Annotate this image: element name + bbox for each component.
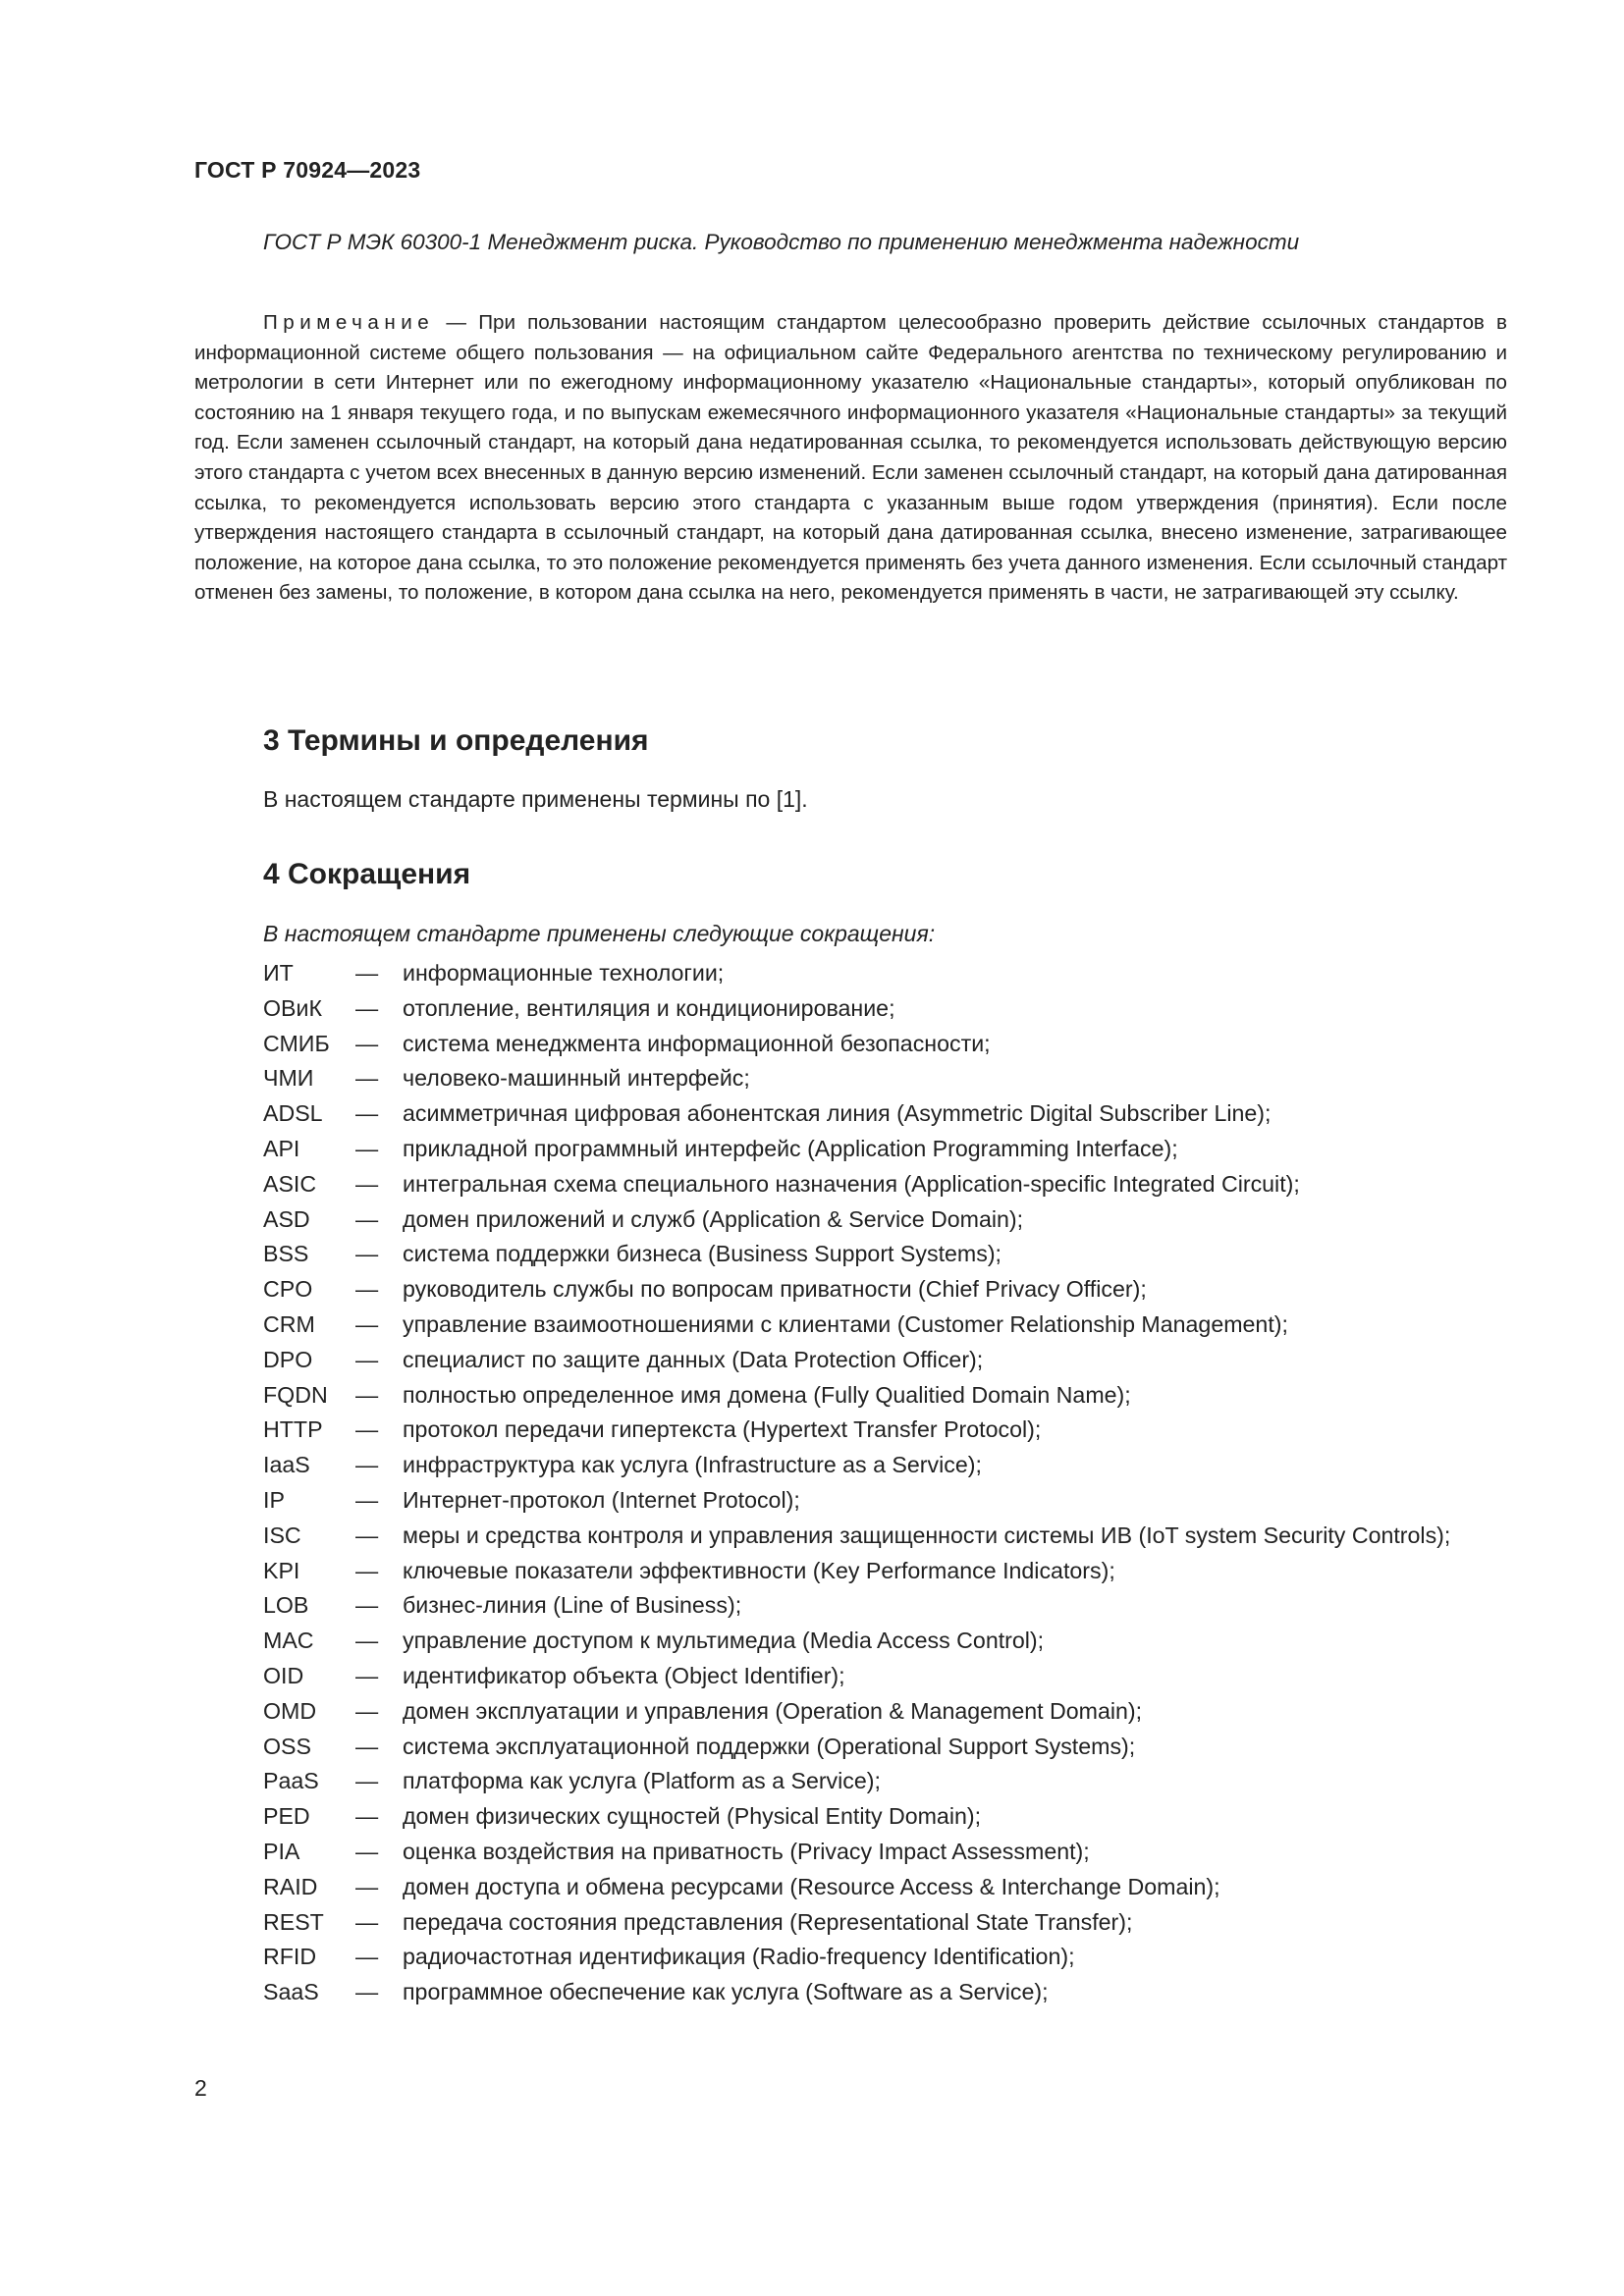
abbreviation-row <box>263 1061 1520 1096</box>
abbreviation-row <box>263 1202 1520 1238</box>
abbreviation-definition: программное обеспечение как услуга (Software as a Service); <box>403 1979 1049 2005</box>
abbreviation-term: ISC <box>263 1522 301 1548</box>
abbreviation-definition: интегральная схема специального назначения (Application-specific Integrated Circuit); <box>403 1170 1300 1197</box>
abbreviation-dash: — <box>355 994 379 1021</box>
note-text: При пользовании настоящим стандартом целесообразно проверить действие ссылочных стандартов в информационной системе общего пользования — на официальном сайте Федерального агентства по техническому регулированию и метрологии в сети Интернет или по ежегодному информационному указателю «Национальные стандарты», который опубликован по состоянию на 1 января текущего года, и по выпускам ежемесячного информационного указателя «Национальные стандарты» за текущий год. Если заменен ссылочный стандарт, на который дана недатированная ссылка, то рекомендуется использовать действующую версию этого стандарта с учетом всех внесенных в данную версию изменений. Если заменен ссылочный стандарт, на который дана датированная ссылка, то рекомендуется использовать версию этого стандарта с указанным выше годом утверждения (принятия). Если после утверждения настоящего стандарта в ссылочный стандарт, на который дана датированная ссылка, внесено изменение, затрагивающее положение, на которое дана ссылка, то это положение рекомендуется применять без учета данного изменения. Если ссылочный стандарт отменен без замены, то положение, в котором дана ссылка на него, рекомендуется применять в части, не затрагивающей эту ссылку. <box>194 311 1507 605</box>
abbreviation-term: PaaS <box>263 1768 319 1794</box>
abbreviation-term: PIA <box>263 1838 300 1864</box>
abbreviation-row <box>263 1624 1520 1659</box>
abbreviation-definition: домен физических сущностей (Physical Entity Domain); <box>403 1803 982 1830</box>
abbreviation-dash: — <box>355 1346 379 1372</box>
abbreviation-term: OMD <box>263 1697 317 1724</box>
abbreviation-dash: — <box>355 1908 379 1935</box>
abbreviation-row <box>263 1764 1520 1799</box>
abbreviation-row <box>263 1378 1520 1414</box>
abbreviation-term: API <box>263 1135 300 1161</box>
abbreviation-row <box>263 1799 1520 1835</box>
abbreviation-definition: Интернет-протокол (Internet Protocol); <box>403 1486 800 1513</box>
abbreviation-row <box>263 1940 1520 1975</box>
abbreviation-term: ОВиК <box>263 994 322 1021</box>
abbreviation-definition: специалист по защите данных (Data Protection Officer); <box>403 1346 984 1372</box>
abbreviation-row <box>263 1554 1520 1589</box>
abbreviation-term: REST <box>263 1908 324 1935</box>
abbreviation-dash: — <box>355 1381 379 1408</box>
abbreviation-definition: руководитель службы по вопросам приватности (Chief Privacy Officer); <box>403 1276 1147 1303</box>
abbreviation-definition: инфраструктура как услуга (Infrastructure as a Service); <box>403 1452 982 1478</box>
abbreviation-row <box>263 1659 1520 1694</box>
abbreviation-row <box>263 1132 1520 1167</box>
abbreviation-dash: — <box>355 1803 379 1830</box>
abbreviation-dash: — <box>355 1873 379 1899</box>
abbreviation-term: ЧМИ <box>263 1065 314 1092</box>
abbreviation-dash: — <box>355 1276 379 1303</box>
abbreviation-definition: система поддержки бизнеса (Business Support Systems); <box>403 1241 1001 1267</box>
abbreviation-term: ИТ <box>263 960 294 986</box>
abbreviation-row <box>263 1694 1520 1730</box>
abbreviation-dash: — <box>355 1628 379 1654</box>
abbreviation-definition: бизнес-линия (Line of Business); <box>403 1592 742 1619</box>
abbreviation-dash: — <box>355 1592 379 1619</box>
abbreviation-dash: — <box>355 1557 379 1583</box>
abbreviation-row <box>263 1167 1520 1202</box>
abbreviation-term: OSS <box>263 1733 311 1759</box>
abbreviation-term: СМИБ <box>263 1030 330 1056</box>
abbreviation-definition: домен приложений и служб (Application & Service Domain); <box>403 1205 1024 1232</box>
abbreviation-definition: домен доступа и обмена ресурсами (Resource Access & Interchange Domain); <box>403 1873 1220 1899</box>
abbreviation-definition: платформа как услуга (Platform as a Service); <box>403 1768 881 1794</box>
abbreviation-term: PED <box>263 1803 310 1830</box>
abbreviation-term: BSS <box>263 1241 309 1267</box>
abbreviation-row <box>263 1448 1520 1483</box>
abbreviation-row <box>263 1730 1520 1765</box>
abbreviation-dash: — <box>355 1030 379 1056</box>
abbreviation-definition: прикладной программный интерфейс (Application Programming Interface); <box>403 1135 1178 1161</box>
abbreviation-term: SaaS <box>263 1979 319 2005</box>
normative-reference: ГОСТ Р МЭК 60300-1 Менеджмент риска. Руководство по применению менеджмента надежности <box>263 230 1300 254</box>
abbreviation-dash: — <box>355 1979 379 2005</box>
abbreviation-definition: меры и средства контроля и управления защищенности системы ИВ (IoT system Security Controls); <box>403 1522 1451 1548</box>
abbreviation-definition: система менеджмента информационной безопасности; <box>403 1030 991 1056</box>
abbreviation-row <box>263 1835 1520 1870</box>
abbreviation-dash: — <box>355 1170 379 1197</box>
abbreviation-term: HTTP <box>263 1416 323 1443</box>
abbreviation-definition: асимметричная цифровая абонентская линия (Asymmetric Digital Subscriber Line); <box>403 1100 1272 1127</box>
abbreviation-row <box>263 1272 1520 1308</box>
abbreviation-row <box>263 1975 1520 2010</box>
abbreviation-row <box>263 1237 1520 1272</box>
abbreviation-term: KPI <box>263 1557 300 1583</box>
abbreviation-dash: — <box>355 1768 379 1794</box>
abbreviation-dash: — <box>355 1733 379 1759</box>
abbreviation-definition: идентификатор объекта (Object Identifier); <box>403 1662 845 1688</box>
section-3-heading: 3 Термины и определения <box>263 724 649 757</box>
note-label: Примечание <box>263 311 435 334</box>
abbreviation-row <box>263 1870 1520 1905</box>
abbreviation-row <box>263 991 1520 1027</box>
abbreviation-term: ADSL <box>263 1100 323 1127</box>
abbreviation-term: IP <box>263 1486 285 1513</box>
note-paragraph <box>194 308 1507 609</box>
abbreviation-term: IaaS <box>263 1452 310 1478</box>
page-number: 2 <box>194 2075 207 2101</box>
section-3-text: В настоящем стандарте применены термины по [1]. <box>263 786 808 812</box>
abbreviation-definition: управление взаимоотношениями с клиентами (Customer Relationship Management); <box>403 1310 1288 1337</box>
abbreviation-dash: — <box>355 1486 379 1513</box>
abbreviation-definition: протокол передачи гипертекста (Hypertext Transfer Protocol); <box>403 1416 1042 1443</box>
abbreviation-row <box>263 1096 1520 1132</box>
abbreviation-row <box>263 1519 1520 1554</box>
abbreviation-definition: передача состояния представления (Representational State Transfer); <box>403 1908 1133 1935</box>
abbreviation-term: CPO <box>263 1276 313 1303</box>
abbreviation-term: CRM <box>263 1310 315 1337</box>
abbreviation-dash: — <box>355 1205 379 1232</box>
abbreviation-dash: — <box>355 960 379 986</box>
abbreviation-dash: — <box>355 1944 379 1970</box>
abbreviation-dash: — <box>355 1135 379 1161</box>
abbreviation-dash: — <box>355 1416 379 1443</box>
abbreviation-term: OID <box>263 1662 304 1688</box>
abbreviation-dash: — <box>355 1241 379 1267</box>
abbreviation-term: MAC <box>263 1628 314 1654</box>
abbreviation-definition: человеко-машинный интерфейс; <box>403 1065 750 1092</box>
abbreviation-term: FQDN <box>263 1381 328 1408</box>
abbreviation-row <box>263 1588 1520 1624</box>
abbreviation-row <box>263 1905 1520 1941</box>
abbreviation-dash: — <box>355 1838 379 1864</box>
abbreviation-definition: отопление, вентиляция и кондиционирование; <box>403 994 895 1021</box>
abbreviation-term: DPO <box>263 1346 313 1372</box>
abbreviation-dash: — <box>355 1065 379 1092</box>
abbreviation-dash: — <box>355 1522 379 1548</box>
abbreviation-row <box>263 1413 1520 1448</box>
abbreviation-definition: ключевые показатели эффективности (Key Performance Indicators); <box>403 1557 1115 1583</box>
abbreviation-definition: оценка воздействия на приватность (Privacy Impact Assessment); <box>403 1838 1090 1864</box>
abbreviation-dash: — <box>355 1310 379 1337</box>
section-4-heading: 4 Сокращения <box>263 858 471 890</box>
abbreviation-term: RFID <box>263 1944 317 1970</box>
abbreviation-definition: полностью определенное имя домена (Fully Qualitied Domain Name); <box>403 1381 1131 1408</box>
abbreviation-term: RAID <box>263 1873 318 1899</box>
abbreviation-term: LOB <box>263 1592 309 1619</box>
abbreviation-row <box>263 1308 1520 1343</box>
abbreviation-row <box>263 1027 1520 1062</box>
abbreviation-row <box>263 956 1520 991</box>
abbreviation-definition: информационные технологии; <box>403 960 725 986</box>
abbreviation-term: ASD <box>263 1205 310 1232</box>
abbreviation-row <box>263 1343 1520 1378</box>
abbreviation-definition: домен эксплуатации и управления (Operation & Management Domain); <box>403 1697 1143 1724</box>
abbreviation-definition: система эксплуатационной поддержки (Operational Support Systems); <box>403 1733 1136 1759</box>
abbreviation-dash: — <box>355 1662 379 1688</box>
abbreviation-row <box>263 1483 1520 1519</box>
note-dash: — <box>434 311 479 334</box>
abbreviations-list <box>263 956 1520 2010</box>
abbreviation-term: ASIC <box>263 1170 317 1197</box>
abbreviation-dash: — <box>355 1697 379 1724</box>
abbreviation-dash: — <box>355 1452 379 1478</box>
abbreviation-definition: радиочастотная идентификация (Radio-frequency Identification); <box>403 1944 1075 1970</box>
abbreviation-dash: — <box>355 1100 379 1127</box>
section-4-intro: В настоящем стандарте применены следующие сокращения: <box>263 921 936 946</box>
abbreviation-definition: управление доступом к мультимедиа (Media Access Control); <box>403 1628 1045 1654</box>
document-code-header: ГОСТ Р 70924—2023 <box>194 157 421 183</box>
